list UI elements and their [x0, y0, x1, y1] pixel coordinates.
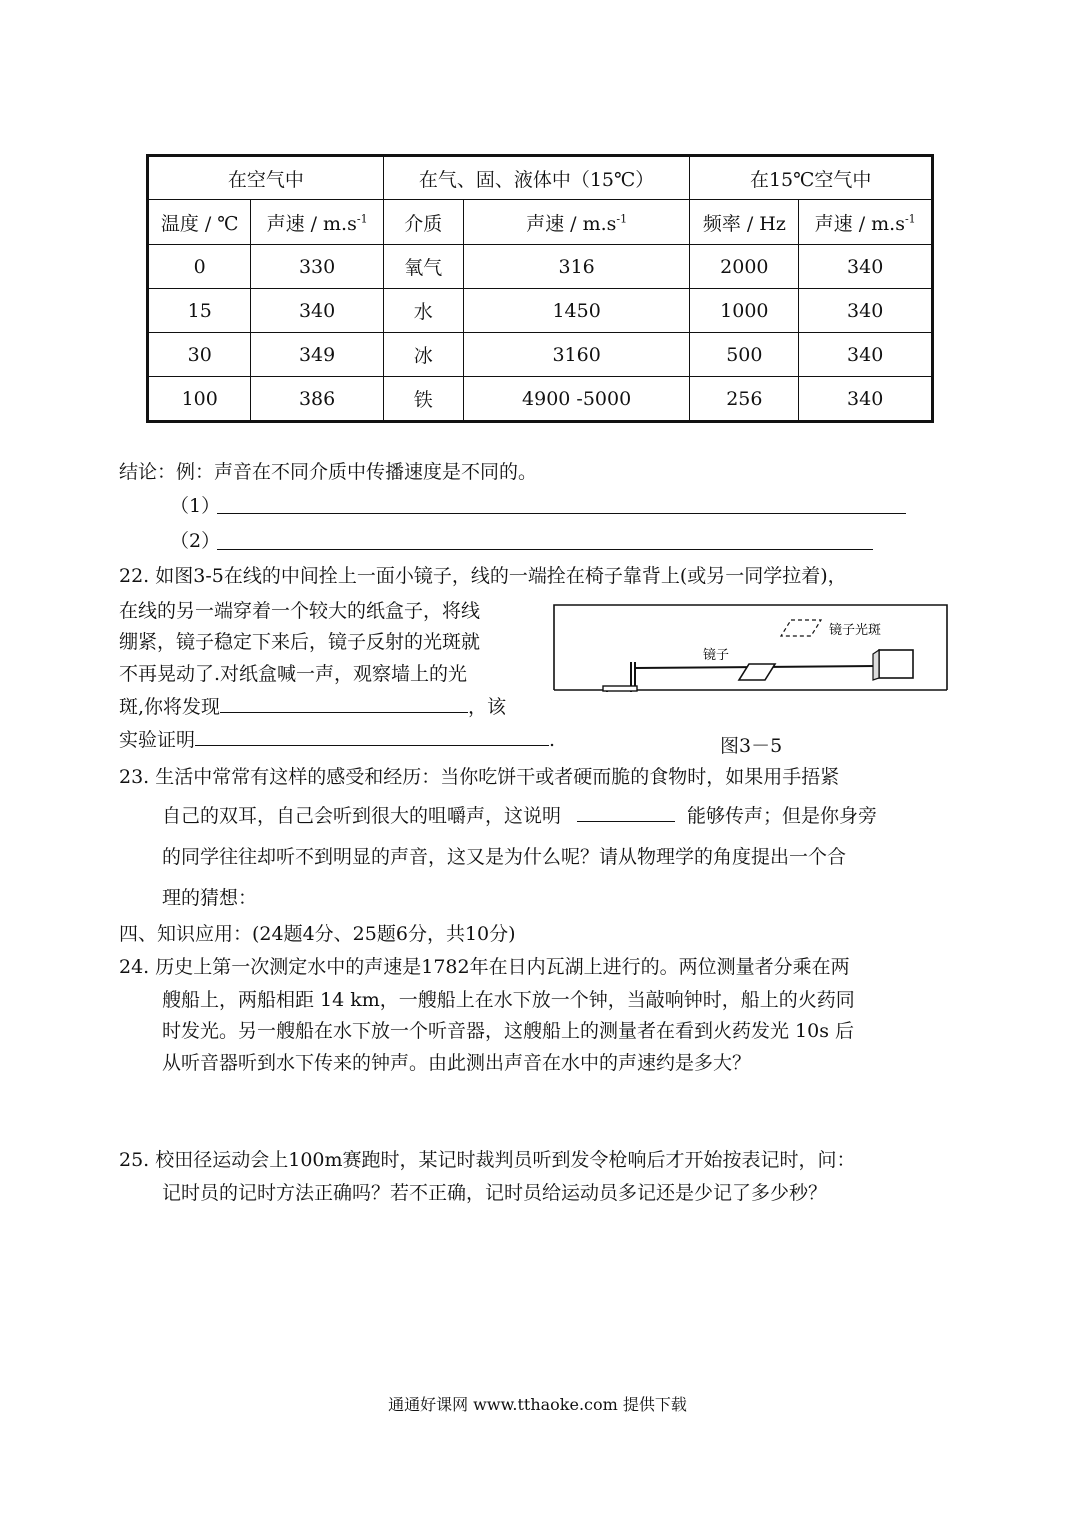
table-row — [148, 333, 933, 377]
table-cell: 349 — [251, 333, 383, 377]
q22-line6-text: 实验证明 — [119, 729, 196, 751]
q23-answer-blank[interactable] — [577, 821, 675, 822]
col-header-medium: 介质 — [383, 200, 463, 245]
q23-line1: 23. 生活中常常有这样的感受和经历：当你吃饼干或者硬而脆的食物时，如果用手捂紧 — [119, 766, 840, 788]
table-cell: 0 — [148, 245, 251, 289]
conclusion-item-1-label: （1） — [170, 495, 221, 517]
q25-line2: 记时员的记时方法正确吗？若不正确，记时员给运动员多记还是少记了多少秒？ — [162, 1182, 828, 1204]
table-cell: 1450 — [463, 289, 689, 333]
table-cell: 340 — [799, 245, 933, 289]
q23-line2-suffix: 能够传声；但是你身旁 — [687, 805, 878, 827]
mirror-experiment-figure — [553, 604, 948, 692]
table-cell: 256 — [690, 377, 799, 422]
col-header-frequency: 频率 / Hz — [690, 200, 799, 245]
table-cell: 316 — [463, 245, 689, 289]
q22-line3: 绷紧，镜子稳定下来后，镜子反射的光斑就 — [119, 631, 481, 653]
q24-line3: 时发光。另一艘船在水下放一个听音器，这艘船上的测量者在看到火药发光 10s 后 — [162, 1020, 855, 1042]
q22-line5 — [119, 698, 506, 717]
table-cell: 500 — [690, 333, 799, 377]
answer-line-1[interactable] — [217, 513, 906, 514]
q22-line6-suffix: . — [549, 729, 556, 751]
q22-line1: 22. 如图3-5在线的中间拴上一面小镜子，线的一端拴在椅子靠背上(或另一同学拉着)， — [119, 565, 847, 587]
q24-line4: 从听音器听到水下传来的钟声。由此测出声音在水中的声速约是多大？ — [162, 1052, 752, 1074]
q22-answer-blank-2[interactable] — [195, 745, 549, 746]
conclusion-item-2-label: （2） — [170, 530, 221, 552]
light-spot-shape — [781, 620, 821, 636]
sound-speed-table — [146, 154, 934, 423]
table-cell: 340 — [251, 289, 383, 333]
figure-label-spot: 镜子光斑 — [829, 622, 882, 637]
page-footer: 通通好课网 www.tthaoke.com 提供下载 — [388, 1395, 687, 1414]
table-cell: 330 — [251, 245, 383, 289]
q22-line4: 不再晃动了.对纸盒喊一声，观察墙上的光 — [119, 663, 468, 685]
col-header-speed: 声速 / $m.s^{-1}$ — [799, 200, 933, 245]
table-cell: 2000 — [690, 245, 799, 289]
q25-line1: 25. 校田径运动会上100m赛跑时，某记时裁判员听到发令枪响后才开始按表记时，问： — [119, 1149, 856, 1171]
table-cell: 340 — [799, 333, 933, 377]
q23-line2 — [162, 807, 877, 826]
group-header-air15: 在15℃空气中 — [690, 156, 933, 200]
table-cell: 340 — [799, 289, 933, 333]
table-row — [148, 289, 933, 333]
q22-answer-blank-1[interactable] — [220, 712, 468, 713]
q24-line2: 艘船上，两船相距 14 km，一艘船上在水下放一个钟，当敲响钟时，船上的火药同 — [162, 989, 855, 1011]
table-cell: 氧气 — [383, 245, 463, 289]
q24-line1: 24. 历史上第一次测定水中的声速是1782年在日内瓦湖上进行的。两位测量者分乘在两 — [119, 956, 850, 978]
table-cell: 铁 — [383, 377, 463, 422]
table-cell: 386 — [251, 377, 383, 422]
figure-caption: 图3－5 — [720, 735, 783, 757]
group-header-air: 在空气中 — [148, 156, 384, 200]
table-row — [148, 245, 933, 289]
conclusion-text: 结论：例：声音在不同介质中传播速度是不同的。 — [119, 461, 538, 483]
table-cell: 30 — [148, 333, 251, 377]
table-row — [148, 377, 933, 422]
q23-line2-text: 自己的双耳，自己会听到很大的咀嚼声，这说明 — [162, 805, 562, 827]
group-header-media: 在气、固、液体中（15℃） — [383, 156, 690, 200]
table-cell: 15 — [148, 289, 251, 333]
table-cell: 4900 -5000 — [463, 377, 689, 422]
table-cell: 冰 — [383, 333, 463, 377]
q23-line4: 理的猜想： — [162, 887, 258, 909]
table-cell: 3160 — [463, 333, 689, 377]
q22-line2: 在线的另一端穿着一个较大的纸盒子，将线 — [119, 600, 481, 622]
answer-line-2[interactable] — [217, 549, 873, 550]
col-header-speed: 声速 / $m.s^{-1}$ — [463, 200, 689, 245]
q22-line5-suffix: ，该 — [468, 696, 507, 718]
table-cell: 1000 — [690, 289, 799, 333]
q22-line6 — [119, 731, 555, 750]
section-4-heading: 四、知识应用：(24题4分、25题6分，共10分) — [119, 923, 516, 945]
paper-box-shape — [879, 650, 913, 678]
table-cell: 340 — [799, 377, 933, 422]
figure-label-mirror: 镜子 — [703, 647, 730, 662]
q23-line3: 的同学往往却听不到明显的声音，这又是为什么呢？请从物理学的角度提出一个合 — [162, 846, 847, 868]
col-header-speed: 声速 / $m.s^{-1}$ — [251, 200, 383, 245]
table-cell: 水 — [383, 289, 463, 333]
q22-line5-text: 斑,你将发现 — [119, 696, 221, 718]
col-header-temperature: 温度 / ℃ — [148, 200, 251, 245]
table-cell: 100 — [148, 377, 251, 422]
